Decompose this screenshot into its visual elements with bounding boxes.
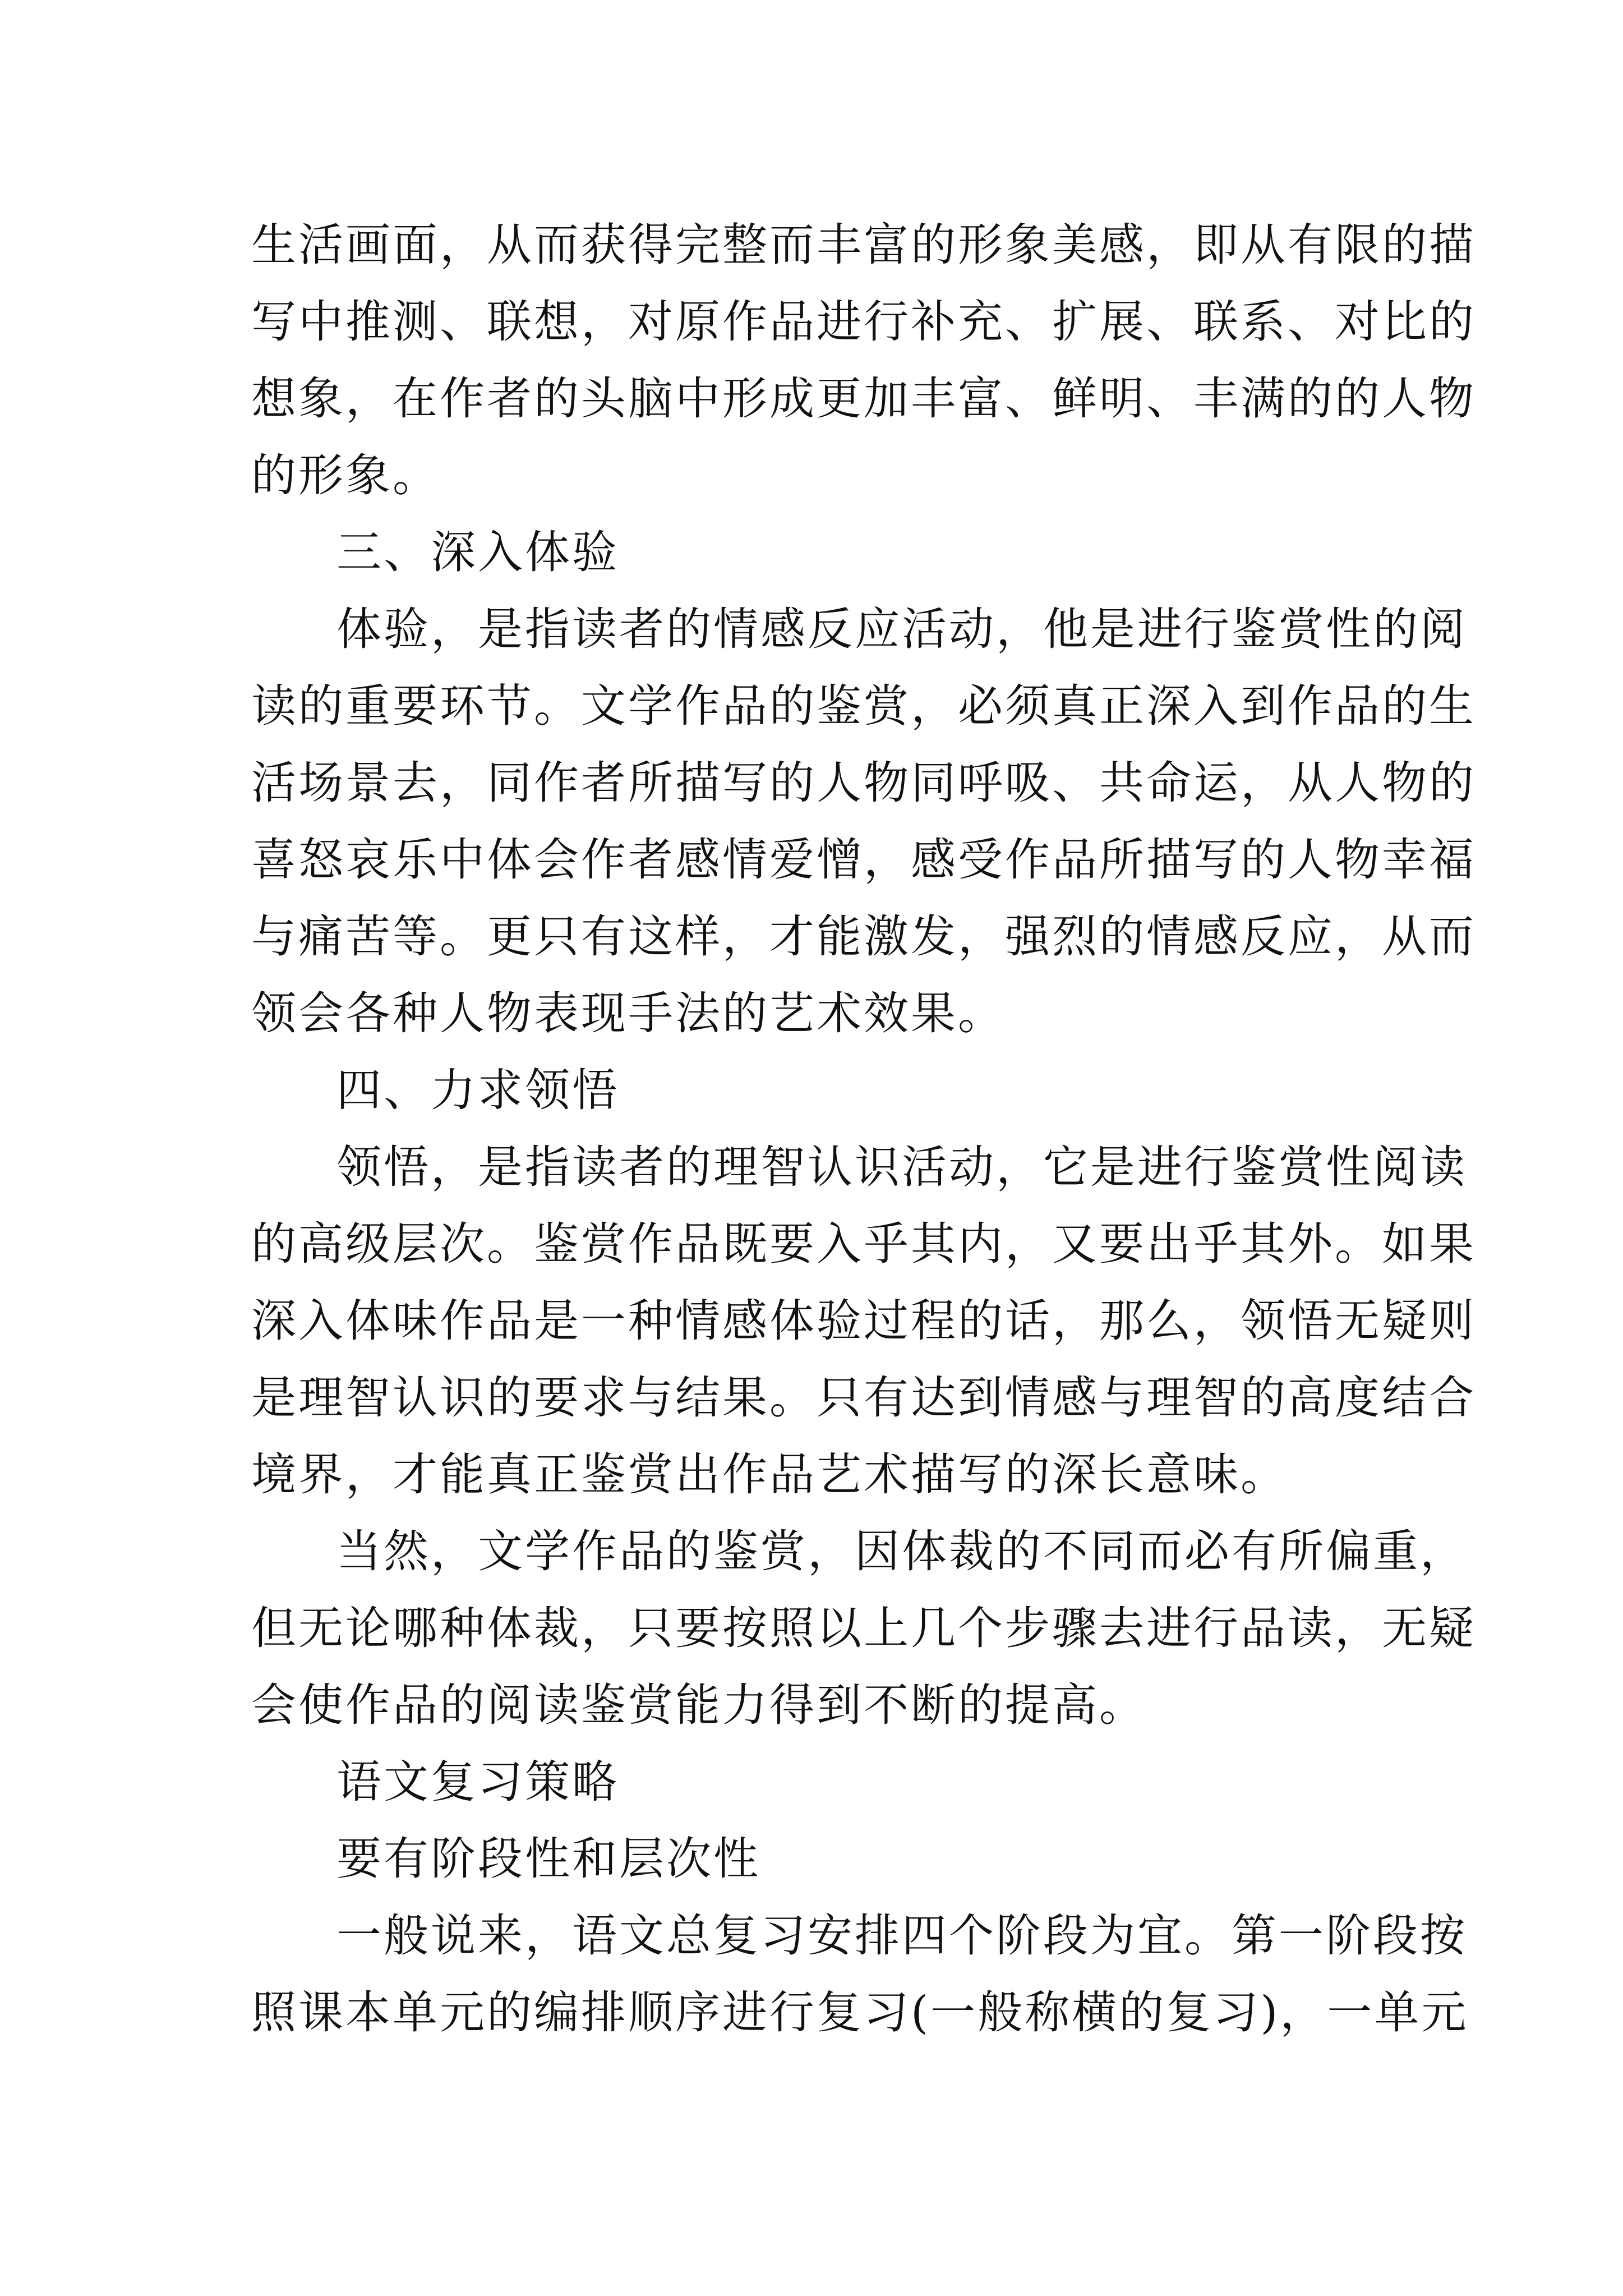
- text-line: 境界，才能真正鉴赏出作品艺术描写的深长意味。: [251, 1448, 1288, 1501]
- text-line: 的高级层次。鉴赏作品既要入乎其内，又要出乎其外。如果: [251, 1218, 1476, 1270]
- text-line: 但无论哪种体裁，只要按照以上几个步骤去进行品读，无疑: [251, 1602, 1476, 1654]
- text-line: 当然，文学作品的鉴赏，因体裁的不同而必有所偏重，: [336, 1525, 1467, 1577]
- text-line: 喜怒哀乐中体会作者感情爱憎，感受作品所描写的人物幸福: [251, 834, 1476, 886]
- text-line: 与痛苦等。更只有这样，才能激发，强烈的情感反应，从而: [251, 910, 1476, 963]
- text-line: 的形象。: [251, 449, 440, 501]
- text-line: 照课本单元的编排顺序进行复习(一般称横的复习)，一单元: [251, 1986, 1469, 2039]
- text-line: 想象，在作者的头脑中形成更加丰富、鲜明、丰满的的人物: [251, 372, 1476, 425]
- text-line: 生活画面，从而获得完整而丰富的形象美感，即从有限的描: [251, 219, 1476, 271]
- text-line: 是理智认识的要求与结果。只有达到情感与理智的高度结合: [251, 1372, 1476, 1424]
- text-line: 体验，是指读者的情感反应活动，他是进行鉴赏性的阅: [336, 603, 1467, 655]
- section-heading: 三、深入体验: [336, 526, 619, 578]
- text-line: 会使作品的阅读鉴赏能力得到不断的提高。: [251, 1679, 1146, 1731]
- text-line: 一般说来，语文总复习安排四个阶段为宜。第一阶段按: [336, 1910, 1467, 1962]
- text-line: 领会各种人物表现手法的艺术效果。: [251, 987, 1005, 1039]
- text-line: 读的重要环节。文学作品的鉴赏，必须真正深入到作品的生: [251, 680, 1476, 732]
- text-line: 活场景去，同作者所描写的人物同呼吸、共命运，从人物的: [251, 757, 1476, 809]
- text-line: 深入体味作品是一种情感体验过程的话，那么，领悟无疑则: [251, 1295, 1476, 1347]
- section-heading: 四、力求领悟: [336, 1064, 619, 1116]
- text-line: 领悟，是指读者的理智认识活动，它是进行鉴赏性阅读: [336, 1141, 1467, 1193]
- section-heading: 要有阶段性和层次性: [336, 1833, 760, 1885]
- text-line: 写中推测、联想，对原作品进行补充、扩展、联系、对比的: [251, 296, 1476, 348]
- body-text: [251, 206, 1476, 2051]
- section-heading: 语文复习策略: [336, 1756, 619, 1808]
